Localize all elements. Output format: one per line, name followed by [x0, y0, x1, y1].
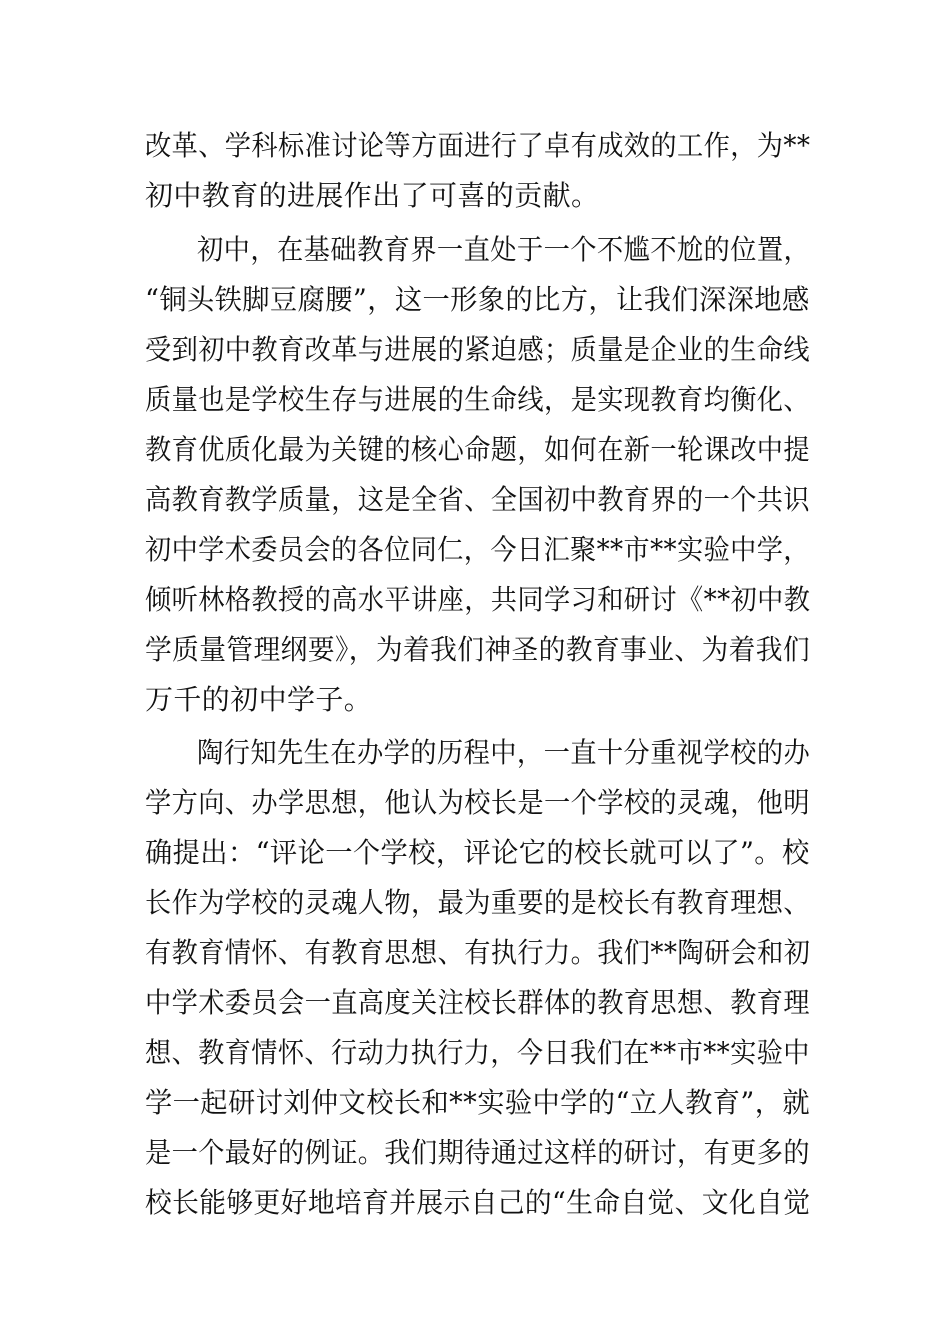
text-line: 长作为学校的灵魂人物，最为重要的是校长有教育理想、 — [145, 886, 811, 919]
text-line: 陶行知先生在办学的历程中，一直十分重视学校的办 — [197, 736, 811, 769]
text-line: 初中，在基础教育界一直处于一个不尴不尬的位置， — [197, 233, 811, 266]
text-line: 教育优质化最为关键的核心命题，如何在新一轮课改中提 — [145, 433, 811, 466]
text-line: 质量也是学校生存与进展的生命线，是实现教育均衡化、 — [145, 383, 811, 416]
text-line: 想、教育情怀、行动力执行力，今日我们在**市**实验中 — [145, 1036, 810, 1069]
text-line: 学方向、办学思想，他认为校长是一个学校的灵魂，他明 — [145, 786, 811, 819]
text-line: 有教育情怀、有教育思想、有执行力。我们**陶研会和初 — [145, 936, 811, 969]
text-line: 倾听林格教授的高水平讲座，共同学习和研讨《**初中教 — [145, 583, 811, 616]
text-line: 学一起研讨刘仲文校长和**实验中学的“立人教育”，就 — [145, 1086, 811, 1119]
text-line: 学质量管理纲要》，为着我们神圣的教育事业、为着我们 — [145, 633, 811, 666]
text-line: 改革、学科标准讨论等方面进行了卓有成效的工作，为** — [145, 129, 811, 162]
text-line: 初中教育的进展作出了可喜的贡献。 — [145, 179, 600, 212]
text-line: 校长能够更好地培育并展示自己的“生命自觉、文化自觉 — [145, 1186, 811, 1219]
text-line: “铜头铁脚豆腐腰”，这一形象的比方，让我们深深地感 — [145, 283, 810, 316]
text-line: 受到初中教育改革与进展的紧迫感；质量是企业的生命线 — [145, 333, 811, 366]
text-line: 是一个最好的例证。我们期待通过这样的研讨，有更多的 — [145, 1136, 811, 1169]
text-line: 初中学术委员会的各位同仁，今日汇聚**市**实验中学， — [145, 533, 810, 566]
text-line: 确提出：“评论一个学校，评论它的校长就可以了”。校 — [145, 836, 810, 869]
text-line: 万千的初中学子。 — [145, 683, 373, 716]
text-line: 中学术委员会一直高度关注校长群体的教育思想、教育理 — [145, 986, 811, 1019]
text-line: 高教育教学质量，这是全省、全国初中教育界的一个共识 — [145, 483, 811, 516]
